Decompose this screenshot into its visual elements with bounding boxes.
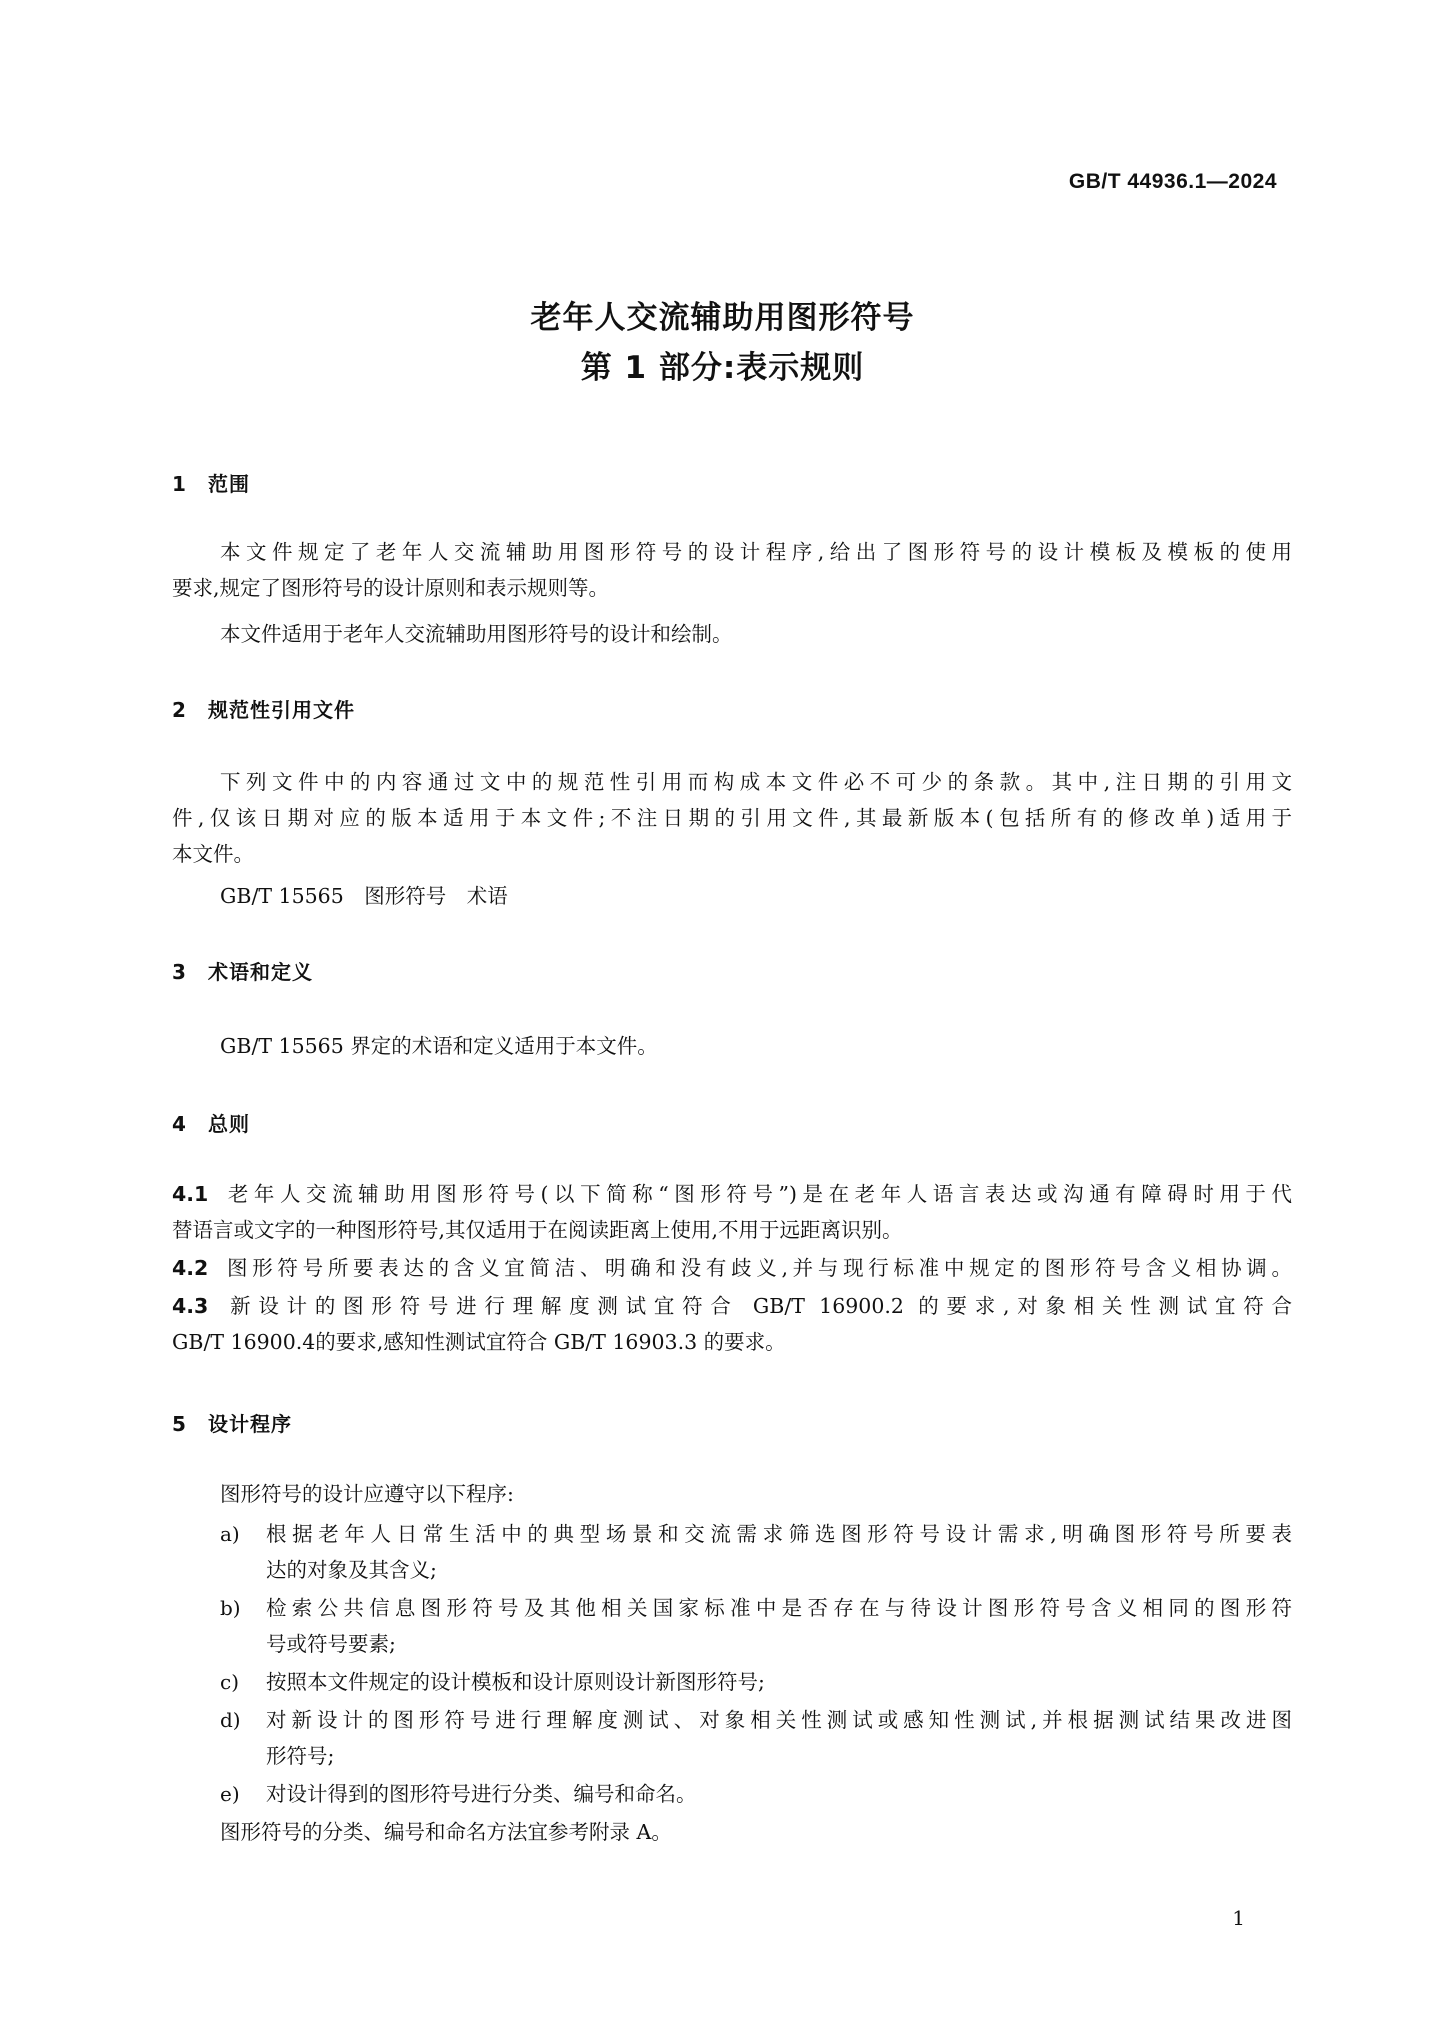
- list-item: 号或符号要素;: [266, 1632, 396, 1656]
- clause-number: 4.3: [172, 1294, 209, 1318]
- paragraph-line: 替语言或文字的一种图形符号,其仅适用于在阅读距离上使用,不用于远距离识别。: [172, 1218, 903, 1242]
- section-3-heading: [172, 956, 313, 985]
- list-item: 形符号;: [266, 1744, 335, 1768]
- list-item: 对设计得到的图形符号进行分类、编号和命名。: [266, 1782, 697, 1806]
- paragraph-line: 本文件。: [172, 842, 254, 866]
- section-5-heading: [172, 1408, 292, 1437]
- list-item: 检索公共信息图形符号及其他相关国家标准中是否存在与待设计图形符号含义相同的图形符: [266, 1596, 1292, 1620]
- standard-code: GB/T 44936.1—2024: [1068, 170, 1277, 193]
- document-title: 老年人交流辅助用图形符号: [530, 300, 915, 336]
- section-1-heading: [172, 468, 250, 497]
- section-number: 5: [172, 1412, 187, 1436]
- clause-text: 图形符号所要表达的含义宜简洁、明确和没有歧义,并与现行标准中规定的图形符号含义相协调。: [222, 1256, 1292, 1280]
- list-item: 按照本文件规定的设计模板和设计原则设计新图形符号;: [266, 1670, 765, 1694]
- clause-4-2: [172, 1256, 1292, 1280]
- section-title: 术语和定义: [208, 960, 313, 984]
- clause-number: 4.1: [172, 1182, 209, 1206]
- clause-4-3: [172, 1294, 1292, 1318]
- list-item: 达的对象及其含义;: [266, 1558, 437, 1582]
- section-title: 规范性引用文件: [208, 698, 355, 722]
- paragraph-line: 图形符号的分类、编号和命名方法宜参考附录 A。: [220, 1820, 672, 1844]
- clause-number: 4.2: [172, 1256, 209, 1280]
- section-title: 范围: [208, 472, 250, 496]
- list-item: 根据老年人日常生活中的典型场景和交流需求筛选图形符号设计需求,明确图形符号所要表: [266, 1522, 1292, 1546]
- list-item-label: d): [220, 1708, 241, 1732]
- section-number: 4: [172, 1112, 187, 1136]
- list-item-label: e): [220, 1782, 240, 1806]
- paragraph-line: 件,仅该日期对应的版本适用于本文件;不注日期的引用文件,其最新版本(包括所有的修改单)适用于: [172, 806, 1292, 830]
- paragraph-line: 本文件规定了老年人交流辅助用图形符号的设计程序,给出了图形符号的设计模板及模板的使用: [220, 540, 1292, 564]
- paragraph-line: 本文件适用于老年人交流辅助用图形符号的设计和绘制。: [220, 622, 733, 646]
- clause-4-1: [172, 1182, 1292, 1206]
- section-number: 2: [172, 698, 187, 722]
- section-title: 设计程序: [208, 1412, 292, 1436]
- page-number: 1: [1232, 1906, 1245, 1930]
- list-item-label: a): [220, 1522, 240, 1546]
- section-number: 1: [172, 472, 187, 496]
- paragraph-line: 下列文件中的内容通过文中的规范性引用而构成本文件必不可少的条款。其中,注日期的引用文: [220, 770, 1292, 794]
- list-item-label: b): [220, 1596, 241, 1620]
- section-title: 总则: [208, 1112, 250, 1136]
- clause-text: 老年人交流辅助用图形符号(以下简称“图形符号”)是在老年人语言表达或沟通有障碍时用于代: [222, 1182, 1292, 1206]
- section-number: 3: [172, 960, 187, 984]
- section-2-heading: [172, 694, 355, 723]
- clause-text: 新设计的图形符号进行理解度测试宜符合 GB/T 16900.2 的要求,对象相关性测试宜符合: [222, 1294, 1292, 1318]
- section-4-heading: [172, 1108, 250, 1137]
- document-subtitle: 第 1 部分:表示规则: [580, 350, 865, 386]
- list-item-label: c): [220, 1670, 240, 1694]
- list-item: 对新设计的图形符号进行理解度测试、对象相关性测试或感知性测试,并根据测试结果改进图: [266, 1708, 1292, 1732]
- paragraph-line: 要求,规定了图形符号的设计原则和表示规则等。: [172, 576, 610, 600]
- paragraph-line: GB/T 15565 界定的术语和定义适用于本文件。: [220, 1034, 658, 1058]
- paragraph-line: GB/T 16900.4的要求,感知性测试宜符合 GB/T 16903.3 的要求。: [172, 1330, 786, 1354]
- normative-reference: GB/T 15565 图形符号 术语: [220, 884, 508, 908]
- paragraph-line: 图形符号的设计应遵守以下程序:: [220, 1482, 514, 1506]
